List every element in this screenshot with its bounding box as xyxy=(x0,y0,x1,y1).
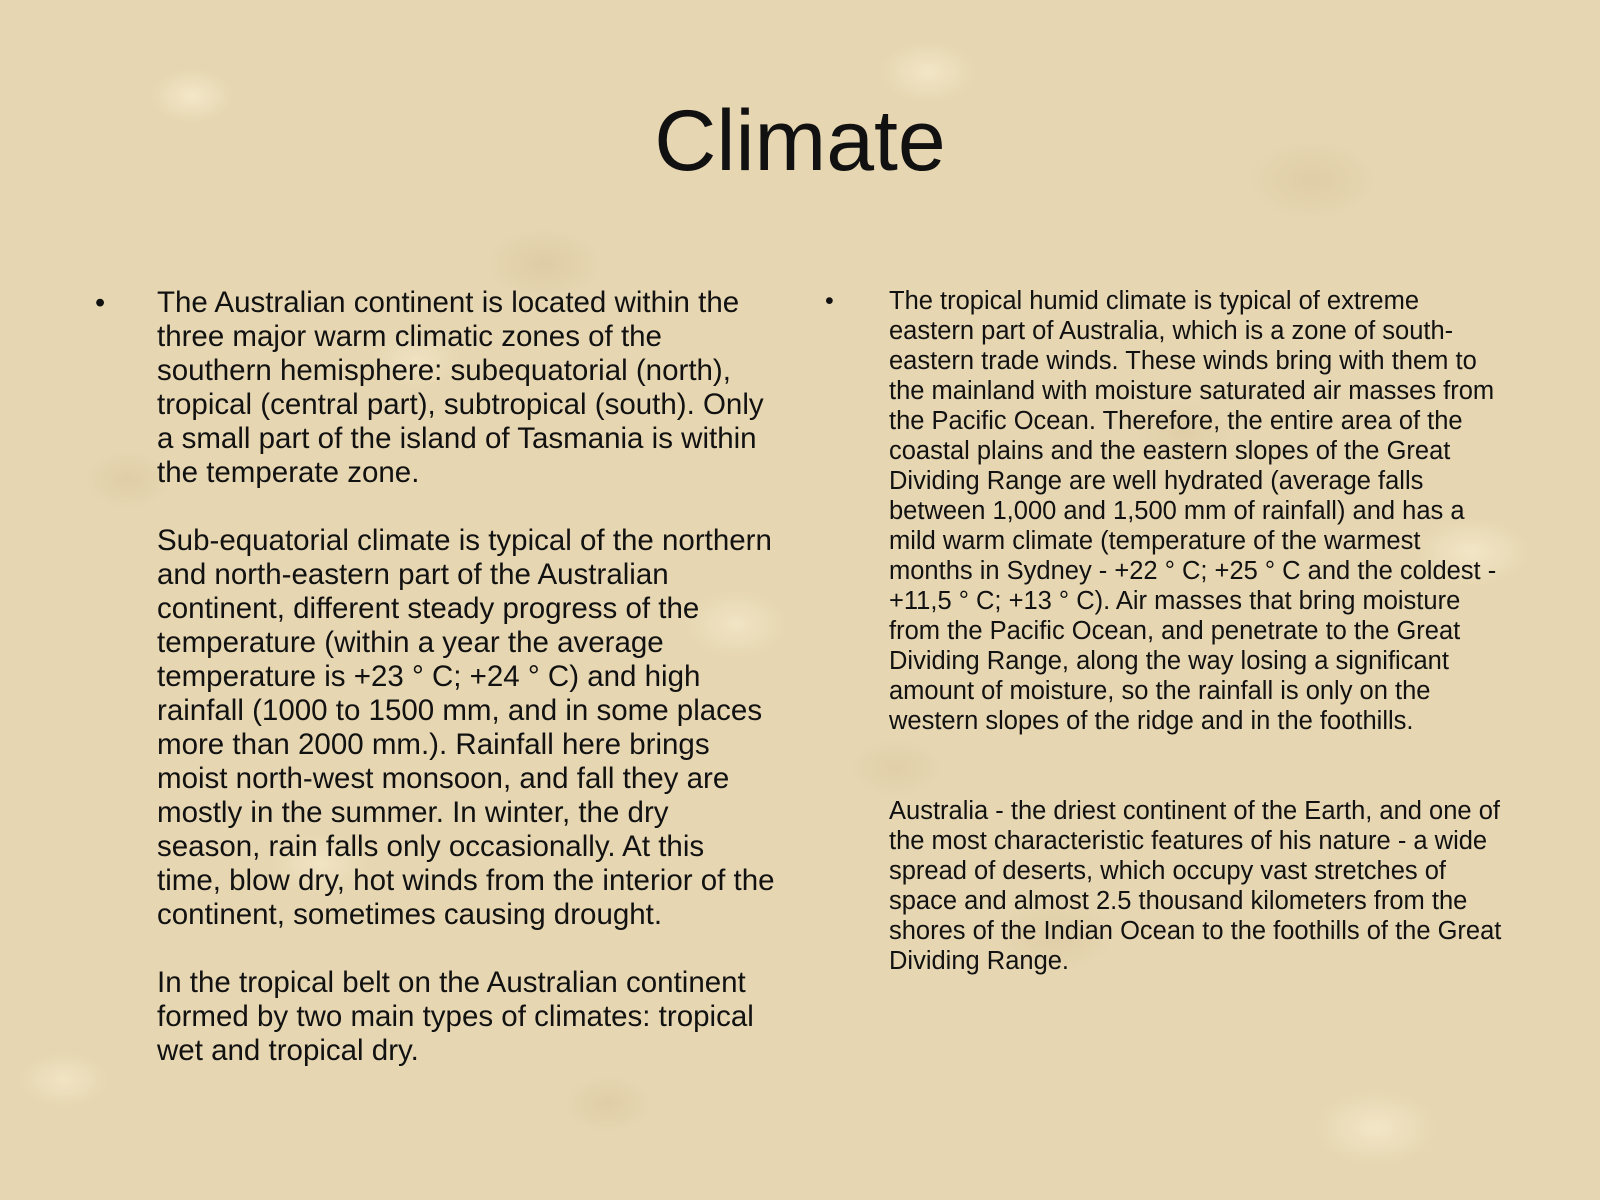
right-paragraph-2: Australia - the driest continent of the Earth, and one of the most characteristic features of his nature - a wide spread of deserts, which occupy vast stretches of space and almost 2.5 thousand kilometers from the shores of the Indian Ocean to the foothills of the Great Dividing Range. xyxy=(889,797,1502,975)
right-paragraph-1: The tropical humid climate is typical of extreme eastern part of Australia, which is a zone of south-eastern trade winds. These winds bring with them to the mainland with moisture saturated air masses from the Pacific Ocean. Therefore, the entire area of the coastal plains and the eastern slopes of the Great Dividing Range are well hydrated (average falls between 1,000 and 1,500 mm of rainfall) and has a mild warm climate (temperature of the warmest months in Sydney - +22 ° C; +25 ° C and the coldest - +11,5 ° C; +13 ° C). Air masses that bring moisture from the Pacific Ocean, and penetrate to the Great Dividing Range, along the way losing a significant amount of moisture, so the rainfall is only on the western slopes of the ridge and in the foothills. xyxy=(889,287,1497,735)
left-paragraph-2: Sub-equatorial climate is typical of the northern and north-eastern part of the Australian continent, different steady progress of the temperature (within a year the average temperature is +23 ° C; +24 ° C) and high rainfall (1000 to 1500 mm, and in some places more than 2000 mm.). Rainfall here brings moist north-west monsoon, and fall they are mostly in the summer. In winter, the dry season, rain falls only occasionally. At this time, blow dry, hot winds from the interior of the continent, sometimes causing drought. xyxy=(157,524,775,931)
left-paragraph-3: In the tropical belt on the Australian continent formed by two main types of climates: tropical wet and tropical dry. xyxy=(157,966,754,1067)
bullet-point: • xyxy=(825,287,834,315)
slide-title: Climate xyxy=(654,93,946,189)
bullet-point: • xyxy=(95,287,106,319)
left-column xyxy=(95,286,775,1102)
right-bullet-item xyxy=(825,286,1505,976)
right-column xyxy=(825,286,1505,1036)
left-paragraph-1: The Australian continent is located within the three major warm climatic zones of the southern hemisphere: subequatorial (north), tropical (central part), subtropical (south). Only a small part of the island of Tasmania is within the temperate zone. xyxy=(157,286,764,489)
left-bullet-item xyxy=(95,286,775,1068)
